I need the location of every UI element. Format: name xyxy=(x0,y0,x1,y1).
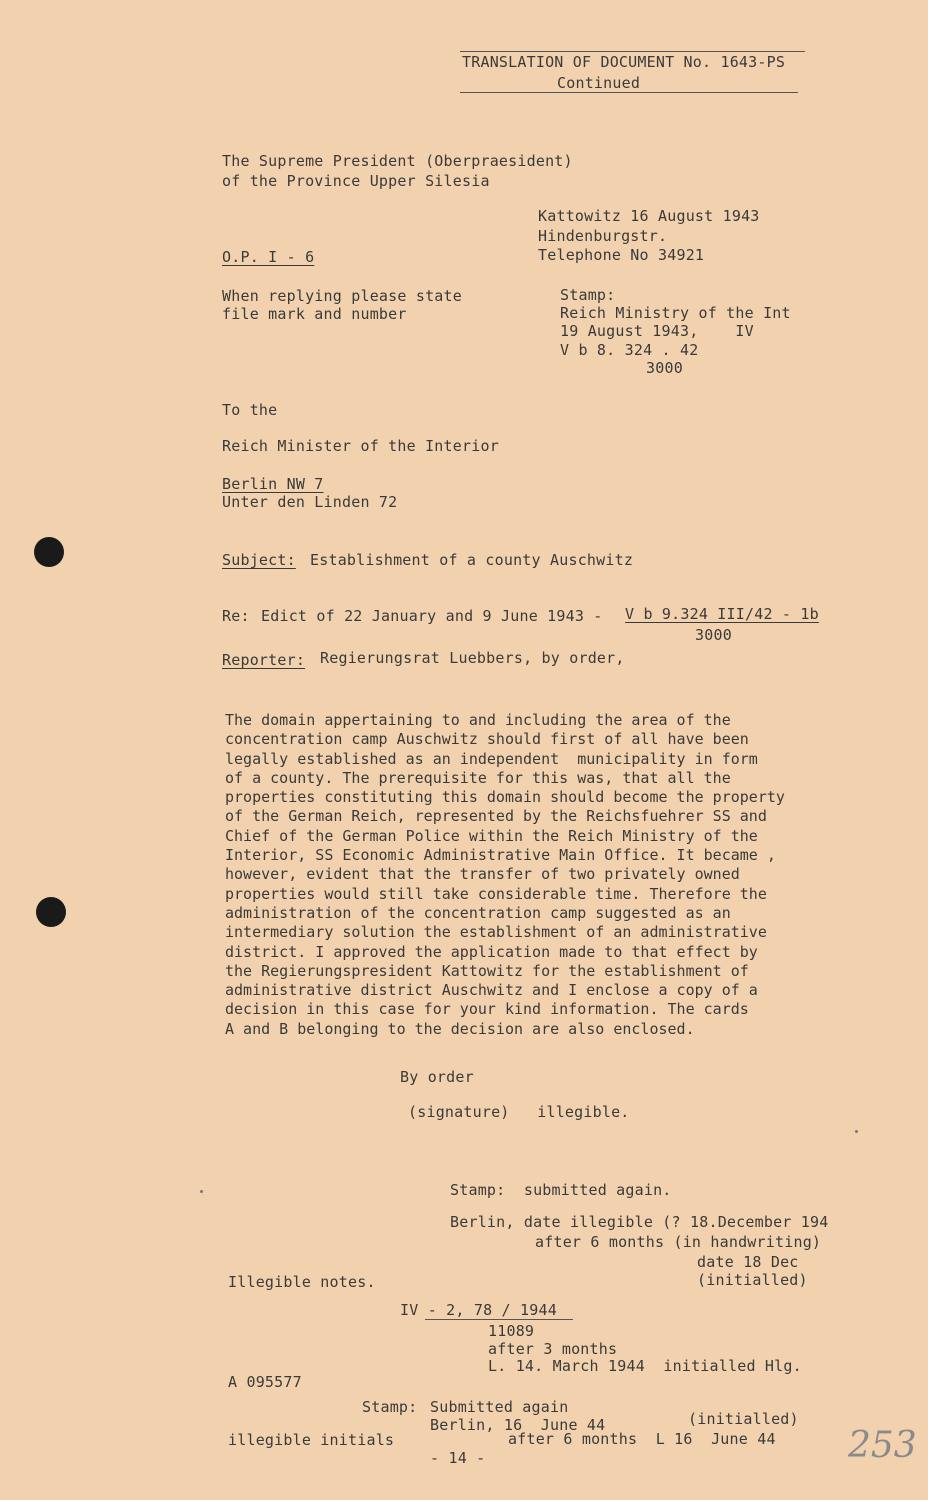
berlin-date-illegible: Berlin, date illegible (? 18.December 194 xyxy=(450,1213,829,1231)
subject-text: Establishment of a county Auschwitz xyxy=(310,551,634,569)
stamp-line-3: 19 August 1943, IV xyxy=(560,322,754,340)
sender-line-1: The Supreme President (Oberpraesident) xyxy=(222,152,573,170)
document-subtitle: Continued xyxy=(557,74,641,92)
re-text: Edict of 22 January and 9 June 1943 - xyxy=(261,607,603,625)
header-bottom-rule xyxy=(460,92,798,93)
re-sub: 3000 xyxy=(695,626,732,644)
stamp-line-4: V b 8. 324 . 42 xyxy=(560,341,699,359)
body-line: administrative district Auschwitz and I enclose a copy of a xyxy=(225,981,758,1000)
illegible-notes: Illegible notes. xyxy=(228,1273,376,1291)
punch-hole xyxy=(36,897,66,927)
initialled-2: (initialled) xyxy=(688,1410,799,1428)
body-line: concentration camp Auschwitz should first of all have been xyxy=(225,730,749,749)
reference-rule xyxy=(425,1319,573,1320)
body-paragraph xyxy=(225,711,835,1039)
number-11089: 11089 xyxy=(488,1322,535,1340)
file-reference: O.P. I - 6 xyxy=(222,248,315,266)
berlin-16-june: Berlin, 16 June 44 xyxy=(430,1416,606,1434)
body-line: however, evident that the transfer of two privately owned xyxy=(225,865,740,884)
subject-label: Subject: xyxy=(222,551,296,569)
replying-line-2: file mark and number xyxy=(222,305,407,323)
header-top-rule xyxy=(460,51,805,52)
paper-speck xyxy=(855,1130,858,1133)
body-line: A and B belonging to the decision are also enclosed. xyxy=(225,1019,695,1038)
stamp2-text: Submitted again xyxy=(430,1398,569,1416)
body-line: properties would still take considerable time. Therefore the xyxy=(225,884,767,903)
date-18-dec: date 18 Dec xyxy=(697,1253,799,1271)
place-date-line-2: Hindenburgstr. xyxy=(538,227,668,245)
by-order: By order xyxy=(400,1068,474,1086)
body-line: properties constituting this domain should become the property xyxy=(225,788,785,807)
signature: (signature) illegible. xyxy=(408,1103,630,1121)
paper-speck xyxy=(200,1190,203,1193)
sender-line-2: of the Province Upper Silesia xyxy=(222,172,490,190)
punch-hole xyxy=(34,537,64,567)
body-line: district. I approved the application made to that effect by xyxy=(225,942,758,961)
body-line: decision in this case for your kind information. The cards xyxy=(225,1000,749,1019)
stamp2-label: Stamp: xyxy=(362,1398,418,1416)
document-title: TRANSLATION OF DOCUMENT No. 1643-PS xyxy=(462,53,786,71)
replying-line-1: When replying please state xyxy=(222,287,462,305)
initialled-hlg: L. 14. March 1944 initialled Hlg. xyxy=(488,1357,802,1375)
reporter-text: Regierungsrat Luebbers, by order, xyxy=(320,649,625,667)
handwritten-page-number: 253 xyxy=(848,1425,917,1466)
reporter-label: Reporter: xyxy=(222,651,306,669)
initialled-note: (initialled) xyxy=(697,1271,808,1289)
after-six-months-june: after 6 months L 16 June 44 xyxy=(508,1430,776,1448)
body-line: intermediary solution the establishment of an administrative xyxy=(225,923,767,942)
addressee-street: Unter den Linden 72 xyxy=(222,493,398,511)
archive-number: A 095577 xyxy=(228,1373,302,1391)
page-number: - 14 - xyxy=(430,1449,486,1467)
re-reference: V b 9.324 III/42 - 1b xyxy=(625,605,819,623)
addressee-name: Reich Minister of the Interior xyxy=(222,437,499,455)
addressee-to: To the xyxy=(222,401,278,419)
body-line: Chief of the German Police within the Reich Ministry of the xyxy=(225,826,758,845)
after-six-months: after 6 months (in handwriting) xyxy=(535,1233,822,1251)
illegible-initials: illegible initials xyxy=(228,1431,395,1449)
place-date-line-3: Telephone No 34921 xyxy=(538,246,705,264)
addressee-city: Berlin NW 7 xyxy=(222,475,324,493)
stamp-submitted-again: Stamp: submitted again. xyxy=(450,1181,672,1199)
reference-number: IV - 2, 78 / 1944 xyxy=(400,1301,557,1319)
stamp-label: Stamp: xyxy=(560,286,616,304)
after-three-months: after 3 months xyxy=(488,1340,618,1358)
body-line: of a county. The prerequisite for this was, that all the xyxy=(225,768,731,787)
re-label: Re: xyxy=(222,607,250,625)
body-line: the Regierungspresident Kattowitz for the establishment of xyxy=(225,961,749,980)
body-line: administration of the concentration camp suggested as an xyxy=(225,903,731,922)
stamp-line-2: Reich Ministry of the Int xyxy=(560,304,791,322)
body-line: legally established as an independent municipality in form xyxy=(225,749,758,768)
body-line: of the German Reich, represented by the Reichsfuehrer SS and xyxy=(225,807,767,826)
body-line: Interior, SS Economic Administrative Main Office. It became , xyxy=(225,846,776,865)
stamp-line-5: 3000 xyxy=(646,359,683,377)
body-line: The domain appertaining to and including the area of the xyxy=(225,711,731,729)
place-date-line-1: Kattowitz 16 August 1943 xyxy=(538,207,760,225)
